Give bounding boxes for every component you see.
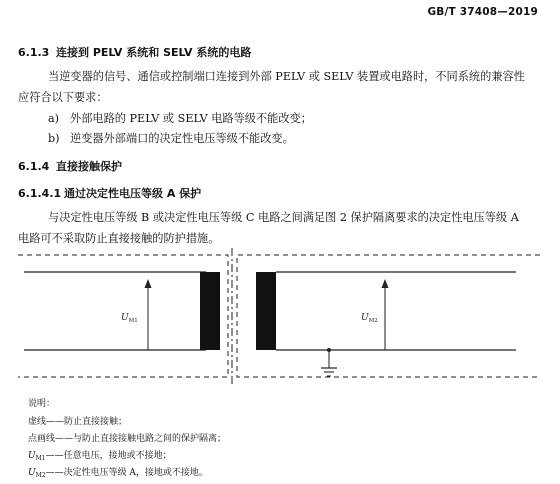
arrow-head-icon <box>145 279 152 288</box>
left-insulation-block <box>200 272 220 350</box>
legend-entry <box>28 416 127 428</box>
right-dashed-boundary <box>237 255 540 377</box>
legend-key: 点画线 <box>28 434 56 444</box>
section-title: 通过决定性电压等级 A 保护 <box>64 187 202 200</box>
legend-desc: ——防止直接接触； <box>46 417 128 427</box>
paragraph-line: 当逆变器的信号、通信或控制端口连接到外部 PELV 或 SELV 装置或电路时，不同系统的兼容性 <box>48 70 525 83</box>
paragraph-line: 应符合以下要求： <box>18 91 108 104</box>
legend-key: $U_{M1}$ <box>28 451 46 462</box>
ground-icon <box>321 348 337 376</box>
legend-title: 说明： <box>28 399 56 409</box>
legend-entry <box>28 433 226 445</box>
legend-desc: ——决定性电压等级 A，接地或不接地。 <box>45 468 208 478</box>
standard-number: GB/T 37408—2019 <box>427 6 538 18</box>
section-6-1-4-1-heading <box>18 185 201 201</box>
legend-entry <box>28 467 208 482</box>
section-number: 6.1.3 <box>18 46 50 59</box>
right-voltage-label: $U_{M2}$ <box>361 313 378 324</box>
right-insulation-block <box>256 272 276 350</box>
section-6-1-4-heading <box>18 158 122 174</box>
arrow-head-icon <box>382 279 389 288</box>
section-6-1-3-heading <box>18 44 251 60</box>
list-item-label: a) <box>48 112 60 125</box>
legend-desc: ——与防止直接接触电路之间的保护隔离； <box>55 434 227 444</box>
list-item <box>48 112 312 126</box>
list-item <box>48 132 294 146</box>
section-title: 直接接触保护 <box>56 160 122 173</box>
legend-desc: ——任意电压，接地或不接地； <box>45 451 172 461</box>
section-title: 连接到 PELV 系统和 SELV 系统的电路 <box>56 46 252 59</box>
paragraph-line: 电路可不采取防止直接接触的防护措施。 <box>18 232 220 245</box>
paragraph-line: 与决定性电压等级 B 或决定性电压等级 C 电路之间满足图 2 保护隔离要求的决定性电压等级 A <box>48 211 519 224</box>
section-number: 6.1.4 <box>18 160 50 173</box>
left-voltage-label: $U_{M1}$ <box>121 313 138 324</box>
list-item-text: 外部电路的 PELV 或 SELV 电路等级不能改变； <box>70 112 312 125</box>
list-item-text: 逆变器外部端口的决定性电压等级不能改变。 <box>70 132 294 145</box>
legend-key: $U_{M2}$ <box>28 468 46 479</box>
isolation-diagram <box>0 244 560 394</box>
section-number: 6.1.4.1 <box>18 187 62 200</box>
legend-key: 虚线 <box>28 417 47 427</box>
list-item-label: b) <box>48 132 60 145</box>
legend-entry <box>28 450 172 465</box>
